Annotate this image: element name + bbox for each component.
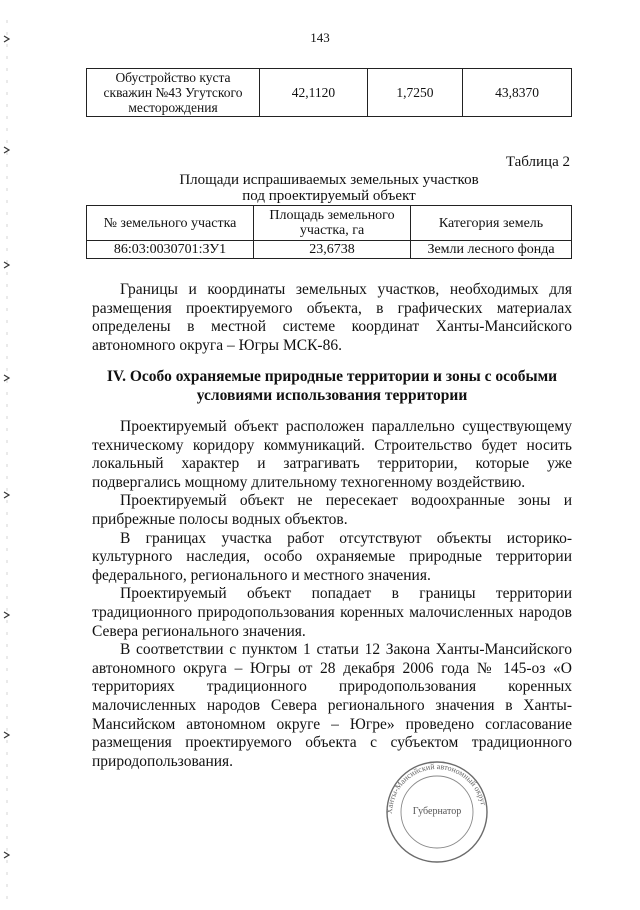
paragraph: Границы и координаты земельных участков, необходимых для размещения проектируемого объекта, в графических материалах определены в местной системе координат Ханты-Мансийского автономного округа – Югры МСК-86. [92,281,572,354]
land-plots-table [86,205,572,259]
table2-number: Таблица 2 [505,154,570,170]
continuation-table [86,68,572,117]
seal-ring-text: Ханты-Мансийский автономный округ [384,761,489,815]
table-header-cell: Категория земель [411,206,572,241]
table-cell-plot-number: 86:03:0030701:ЗУ1 [87,241,254,259]
paragraph: В границах участка работ отсутствуют объекты историко-культурного наследия, особо охраняемые природные территории федерального, регионального и местного значения. [92,529,572,584]
table-row [87,69,572,117]
borders-paragraph-block [92,281,572,355]
table-cell-area: 23,6738 [254,241,411,259]
table-cell-value: 43,8370 [463,69,572,117]
section-body [92,418,572,771]
paragraph: Проектируемый объект не пересекает водоохранные зоны и прибрежные полосы водных объектов. [92,492,572,528]
binding-margin-marks [0,0,14,905]
table2-title-line: Площади испрашиваемых земельных участков [179,172,479,188]
paragraph: Проектируемый объект попадает в границы территории традиционного природопользования коренных малочисленных народов Севера регионального значения. [92,585,572,640]
table2-title-line: под проектируемый объект [242,188,416,204]
paragraph: Проектируемый объект расположен параллельно существующему техническому коридору коммуникаций. Строительство будет носить локальный характер и затрагивать территории, которые уже подвергались мощному длительному техногенному воздействию. [92,418,572,491]
section-heading: IV. Особо охраняемые природные территории и зоны с особыми условиями использования территории [106,368,558,404]
governor-seal [370,752,500,864]
table-cell-value: 42,1120 [260,69,368,117]
table-header-row [87,206,572,241]
table-header-cell: Площадь земельного участка, га [254,206,411,241]
table-cell-value: 1,7250 [367,69,462,117]
seal-center-text: Губернатор [412,806,462,817]
page-number: 143 [310,30,330,45]
table-header-cell: № земельного участка [87,206,254,241]
table2-title [86,172,572,204]
paragraph: В соответствии с пунктом 1 статьи 12 Закона Ханты-Мансийского автономного округа – Югры от 28 декабря 2006 года № 145-оз «О территориях традиционного природопользования коренных малочисленных народов Севера регионального значения в Ханты-Мансийском автономном округе – Югре» проведено согласование размещения проектируемого объекта с субъектом традиционного природопользования. [92,641,572,770]
table-row [87,241,572,259]
table-cell-object-name: Обустройство куста скважин №43 Угутского месторождения [87,69,260,117]
table-cell-category: Земли лесного фонда [411,241,572,259]
